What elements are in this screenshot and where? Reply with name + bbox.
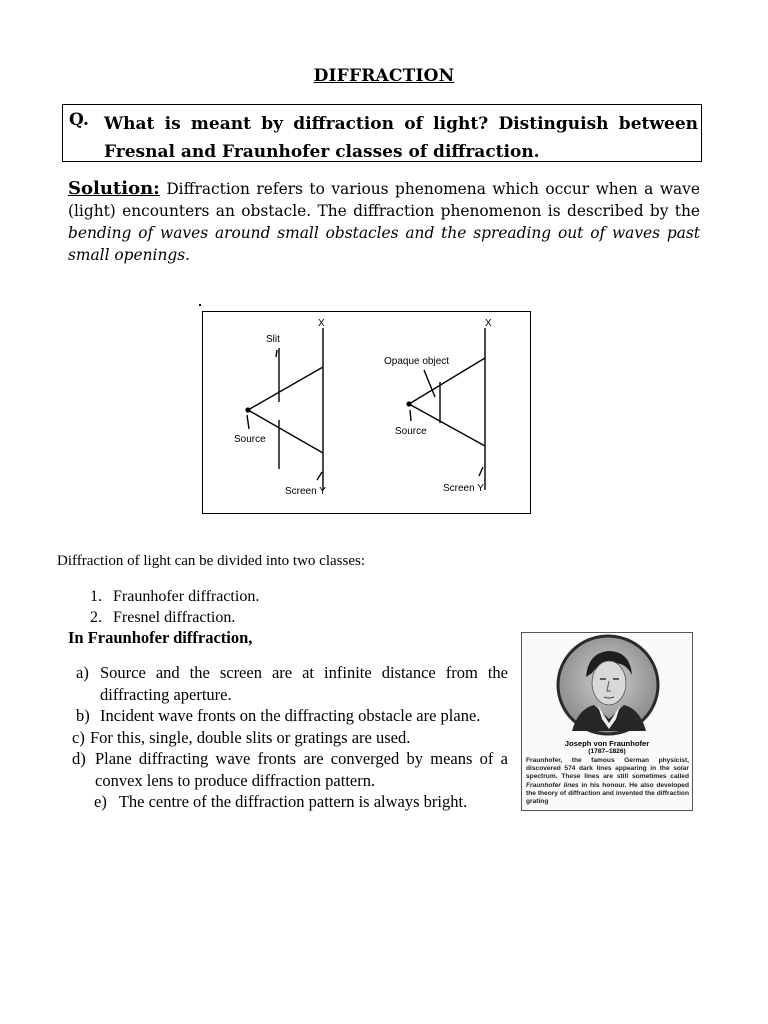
left-slit-label: Slit — [266, 334, 280, 345]
point-item — [72, 705, 508, 727]
portrait-caption — [526, 757, 689, 806]
list-item-text: Fraunhofer diffraction. — [113, 588, 260, 605]
point-label: e) — [94, 792, 107, 811]
point-text: For this, single, double slits or gratings are used. — [90, 727, 411, 747]
left-slit-pointer — [276, 350, 277, 357]
classes-intro: Diffraction of light can be divided into two classes: — [57, 553, 365, 569]
point-label: d) — [72, 749, 86, 768]
question-text: What is meant by diffraction of light? Distinguish between Fresnal and Fraunhofer classes of diffraction. — [104, 114, 698, 162]
right-screen-pointer — [479, 467, 483, 476]
list-item — [90, 607, 259, 628]
left-source-label: Source — [234, 434, 266, 445]
point-text: The centre of the diffraction pattern is always bright. — [118, 792, 468, 811]
solution-italic-text: bending of waves around small obstacles and the spreading out of waves past small openings. — [68, 224, 700, 264]
left-source-pointer — [247, 415, 249, 429]
list-item-text: Fresnel diffraction. — [113, 609, 236, 626]
point-item — [72, 662, 508, 705]
portrait-caption-italic: Fraunhofer lines — [526, 781, 579, 789]
left-screen-pointer — [317, 472, 322, 480]
point-text: Source and the screen are at infinite distance from the diffracting aperture. — [100, 663, 508, 704]
diffraction-diagram — [202, 311, 531, 514]
portrait-caption-part1: Fraunhofer, the famous German physicist, discovered 574 dark lines appearing in the solar spectrum. These lines are still sometimes called — [526, 757, 689, 781]
portrait-dates: (1787–1826) — [588, 748, 626, 755]
left-source-dot — [245, 407, 250, 412]
portrait-name: Joseph von Fraunhofer — [564, 739, 650, 748]
right-source-label: Source — [395, 426, 427, 437]
question-label: Q. — [69, 110, 89, 130]
question-box — [62, 104, 702, 162]
diffraction-diagram-svg — [203, 312, 532, 515]
right-screen-label: Screen Y — [443, 483, 484, 494]
right-source-pointer — [410, 410, 411, 421]
right-axis-x-label: X — [485, 318, 492, 329]
point-text: Incident wave fronts on the diffracting obstacle are plane. — [100, 706, 481, 725]
right-diagram — [409, 328, 485, 490]
stray-mark — [199, 304, 201, 306]
right-object-label: Opaque object — [384, 356, 450, 367]
point-item — [72, 727, 508, 749]
point-label: a) — [76, 663, 89, 682]
left-axis-x-label: X — [318, 318, 325, 329]
list-item — [90, 586, 259, 607]
fraunhofer-points — [72, 662, 508, 813]
portrait-caption-part2: in his honour. He also developed the theory of diffraction and invented the diffraction grating — [526, 781, 689, 806]
point-text: Plane diffracting wave fronts are converged by means of a convex lens to produce diffraction pattern. — [95, 749, 508, 790]
portrait-card — [521, 632, 693, 811]
right-ray-lower — [409, 404, 485, 446]
list-item-number: 1. — [90, 588, 102, 605]
solution-text: Diffraction refers to various phenomena which occur when a wave (light) encounters an obstacle. The diffraction phenomenon is described by the — [68, 180, 700, 220]
point-item — [72, 748, 508, 791]
point-item — [72, 791, 508, 813]
point-label: b) — [76, 706, 90, 725]
left-ray-upper — [248, 367, 323, 410]
left-screen-label: Screen Y — [285, 486, 326, 497]
right-source-dot — [406, 401, 411, 406]
solution-label: Solution: — [68, 178, 160, 199]
page-title: DIFFRACTION — [313, 66, 455, 86]
fraunhofer-portrait — [522, 633, 694, 738]
solution-paragraph — [68, 178, 700, 266]
point-label: c) — [72, 727, 85, 747]
fraunhofer-heading: In Fraunhofer diffraction, — [68, 628, 253, 647]
classes-list — [90, 586, 259, 628]
left-ray-lower — [248, 410, 323, 453]
list-item-number: 2. — [90, 609, 102, 626]
left-diagram — [247, 328, 323, 490]
right-object-pointer — [424, 370, 435, 397]
